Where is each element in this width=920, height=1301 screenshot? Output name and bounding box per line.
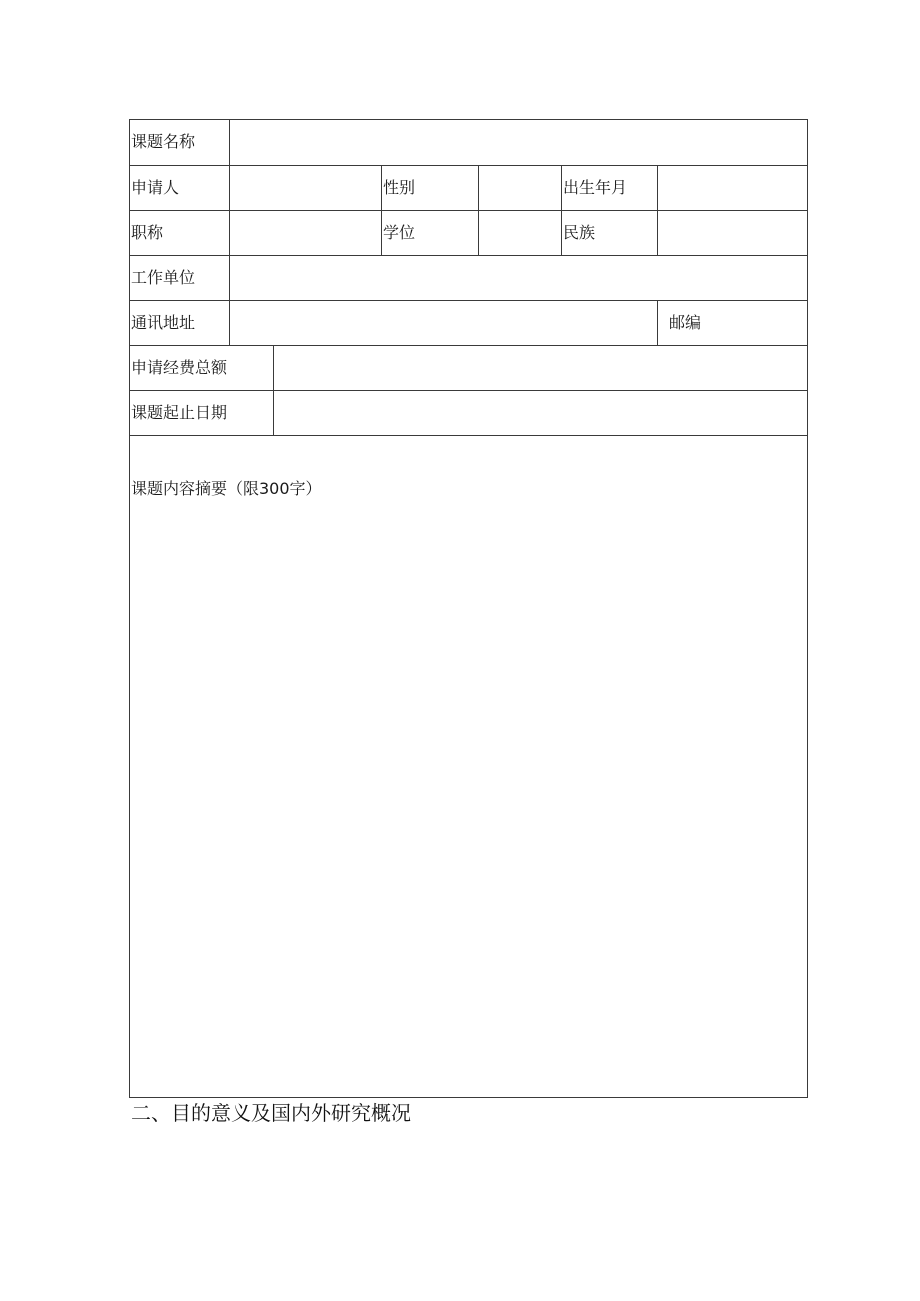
address-label: 通讯地址	[131, 313, 196, 332]
postcode-label: 邮编	[669, 313, 702, 332]
summary-field[interactable]	[129, 435, 808, 1098]
title-field[interactable]	[229, 210, 382, 256]
summary-label: 课题内容摘要（限300字）	[131, 479, 322, 498]
topic-name-label: 课题名称	[131, 132, 196, 151]
gender-label: 性别	[383, 178, 416, 197]
applicant-label: 申请人	[131, 178, 180, 197]
funding-field[interactable]	[273, 345, 808, 391]
title-label: 职称	[131, 223, 164, 242]
degree-field[interactable]	[478, 210, 562, 256]
birth-field[interactable]	[657, 165, 808, 211]
ethnicity-label: 民族	[563, 223, 596, 242]
period-label: 课题起止日期	[131, 403, 228, 422]
address-field[interactable]	[229, 300, 658, 346]
period-field[interactable]	[273, 390, 808, 436]
degree-label: 学位	[383, 223, 416, 242]
topic-name-field[interactable]	[229, 119, 808, 166]
section-heading: 二、目的意义及国内外研究概况	[131, 1101, 411, 1125]
ethnicity-field[interactable]	[657, 210, 808, 256]
work-unit-label: 工作单位	[131, 268, 196, 287]
applicant-field[interactable]	[229, 165, 382, 211]
birth-label: 出生年月	[563, 178, 628, 197]
funding-label: 申请经费总额	[131, 358, 228, 377]
gender-field[interactable]	[478, 165, 562, 211]
work-unit-field[interactable]	[229, 255, 808, 301]
